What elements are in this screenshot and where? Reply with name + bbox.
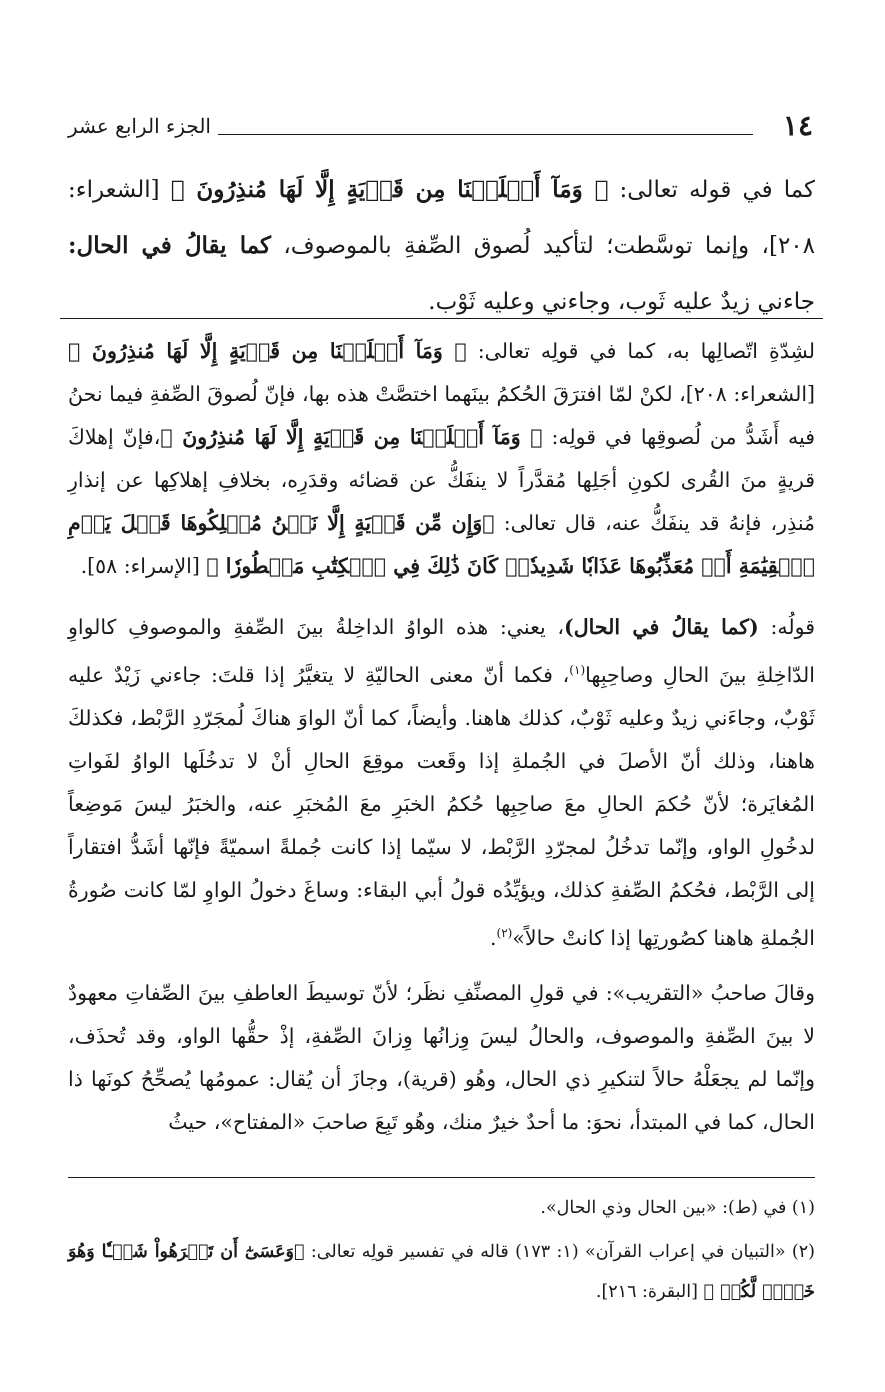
text-span: [البقرة: ٢١٦]. (595, 1282, 704, 1302)
main-paragraph (68, 162, 815, 330)
footnotes (68, 1188, 815, 1316)
page-number: ١٤ (782, 109, 813, 142)
text-span: [الشعراء: ٢٠٨]، وإنما توسَّطت؛ لتأكيد لُصوق الصِّفةِ بالموصوف، (68, 177, 815, 259)
text-span: جاءني زيدٌ عليه ثَوب، وجاءني وعليه ثَوْب. (428, 289, 815, 315)
commentary-paragraph-2 (68, 606, 815, 960)
page (68, 0, 815, 1392)
text-span: ، فكما أنّ معنى الحاليّةِ لا يتغيَّرُ إذا قلتَ: جاءني زَيْدٌ عليه ثَوْبٌ، وجاءَني زيدٌ وعليه ثَوْبٌ، كذلك هاهنا. وأيضاً، كما أنّ الواوَ هناكَ لُمجَرّدِ الرَّبْط، فكذلكَ هاهنا، وذلك أنّ الأصلَ في الجُملةِ إذا وقَعت موقِعَ الحالِ أنْ لا تدخُلَها الواوُ لفَواتِ المُغايَرة؛ لأنّ حُكمَ الحالِ معَ صاحِبِها حُكمُ الخبَرِ معَ المُخبَرِ عنه، والخبَرُ ليسَ مَوضِعاً لدخُولِ الواو، وإنّما تدخُلُ لمجرّدِ الرَّبْط، لا سيّما إذا كانت جُملةً اسميّةً فإنّها أشَدُّ افتقاراً إلى الرَّبْط، فحُكمُ الصِّفةِ كذلك، ويؤيِّدُه قولُ أبي البقاء: وساغَ دخولُ الواوِ لمّا كانت صُورةُ الجُملةِ هاهنا كصُورتِها إذا كانتْ حالاً» (68, 662, 815, 950)
bold-phrase: كما يقالُ في الحال: (68, 232, 271, 259)
quran-quote: ﴿ وَمَآ أَهۡلَكۡنَا مِن قَرۡيَةٍ إِلَّا لَهَا مُنذِرُونَ ﴾ (160, 425, 543, 449)
footnote-2 (68, 1232, 815, 1312)
text-span: ،فإنّ إهلاكَ قريةٍ منَ القُرى لكونِ أجَلِها مُقدَّراً لا ينفَكُّ عن قضائه وقدَرِه، بخلافِ إهلاكِها عن إنذارِ مُنذِر، فإنهُ قد ينفَكُّ عنه، قال تعالى: (68, 425, 815, 535)
footnote-marker[interactable]: (٢) (496, 925, 513, 940)
header-rule (218, 134, 753, 135)
main-text (68, 162, 815, 330)
commentary-paragraph-1 (68, 330, 815, 588)
footnote-1: (١) في (ط): «بين الحال وذي الحال». (540, 1198, 815, 1218)
commentary-paragraph-3 (68, 972, 815, 1144)
footnote-marker[interactable]: (١) (569, 663, 586, 677)
part-title: الجزء الرابع عشر (68, 114, 211, 138)
quran-quote: ﴿وَإِن مِّن قَرۡيَةٍ إِلَّا نَحۡنُ مُهۡلِكُوهَا قَبۡلَ يَوۡمِ ٱلۡقِيَٰمَةِ أَوۡ مُعَذِّبُوهَا عَذَابٗا شَدِيدٗاۚ كَانَ ذَٰلِكَ فِي ٱلۡكِتَٰبِ مَسۡطُورٗا ﴾ (68, 511, 815, 578)
text-span: قولُه: (758, 615, 815, 639)
bold-phrase: (كما يقالُ في الحال) (564, 615, 759, 639)
text-span: ، يعني: هذه الواوُ الداخِلةُ بينَ الصِّفةِ والموصوفِ كالواوِ الدّاخِلةِ بينَ الحالِ وصاحِبِها (68, 615, 815, 687)
quran-quote: ﴿وَعَسَىٰٓ أَن تَكۡرَهُواْ شَيۡـٔٗا وَهُوَ خَيۡرٞ لَّكُمۡ ﴾ (68, 1242, 815, 1302)
text-span: كما في قوله تعالى: (608, 177, 816, 203)
quran-quote: ﴿ وَمَآ أَهۡلَكۡنَا مِن قَرۡيَةٍ إِلَّا لَهَا مُنذِرُونَ ﴾ (68, 339, 467, 363)
text-span: [الشعراء: ٢٠٨]، لكنْ لمّا افترَقَ الحُكمُ بينَهما اختصَّتْ هذه بها، فإنّ لُصوقَ الصِّفةِ فيما نحنُ فيه أَشَدُّ من لُصوقِها في قولِه: (68, 382, 816, 449)
quran-quote: ﴿ وَمَآ أَهۡلَكۡنَا مِن قَرۡيَةٍ إِلَّا لَهَا مُنذِرُونَ ﴾ (170, 176, 609, 203)
page-header (68, 106, 815, 146)
section-divider (60, 318, 823, 319)
text-span: لشِدّةِ اتّصالِها به، كما في قولِه تعالى: (466, 339, 815, 363)
text-span: (٢) «التبيان في إعراب القرآن» (١: ١٧٣) قاله في تفسير قولِه تعالى: (304, 1242, 815, 1262)
text-span: . (490, 925, 497, 950)
text-span: [الإسراء: ٥٨]. (80, 554, 207, 578)
footnotes-rule (68, 1177, 815, 1178)
text-span: وقالَ صاحبُ «التقريب»: في قولِ المصنِّفِ نظَر؛ لأنّ توسيطَ العاطفِ بينَ الصِّفاتِ معهودٌ لا بينَ الصِّفةِ والموصوف، والحالُ ليسَ وِزانُها وِزانَ الصِّفةِ، إذْ حقُّها الواو، وقد تُحذَف، وإنّما لم يجعَلْهُ حالاً لتنكيرِ ذي الحال، وهُو (قرية)، وجازَ أن يُقال: عمومُها يُصحِّحُ كونَها ذا الحال، كما في المبتدأ، نحوَ: ما أحدٌ خيرٌ منك، وهُو تَبِعَ صاحبَ «المفتاح»، حيثُ (68, 981, 815, 1134)
